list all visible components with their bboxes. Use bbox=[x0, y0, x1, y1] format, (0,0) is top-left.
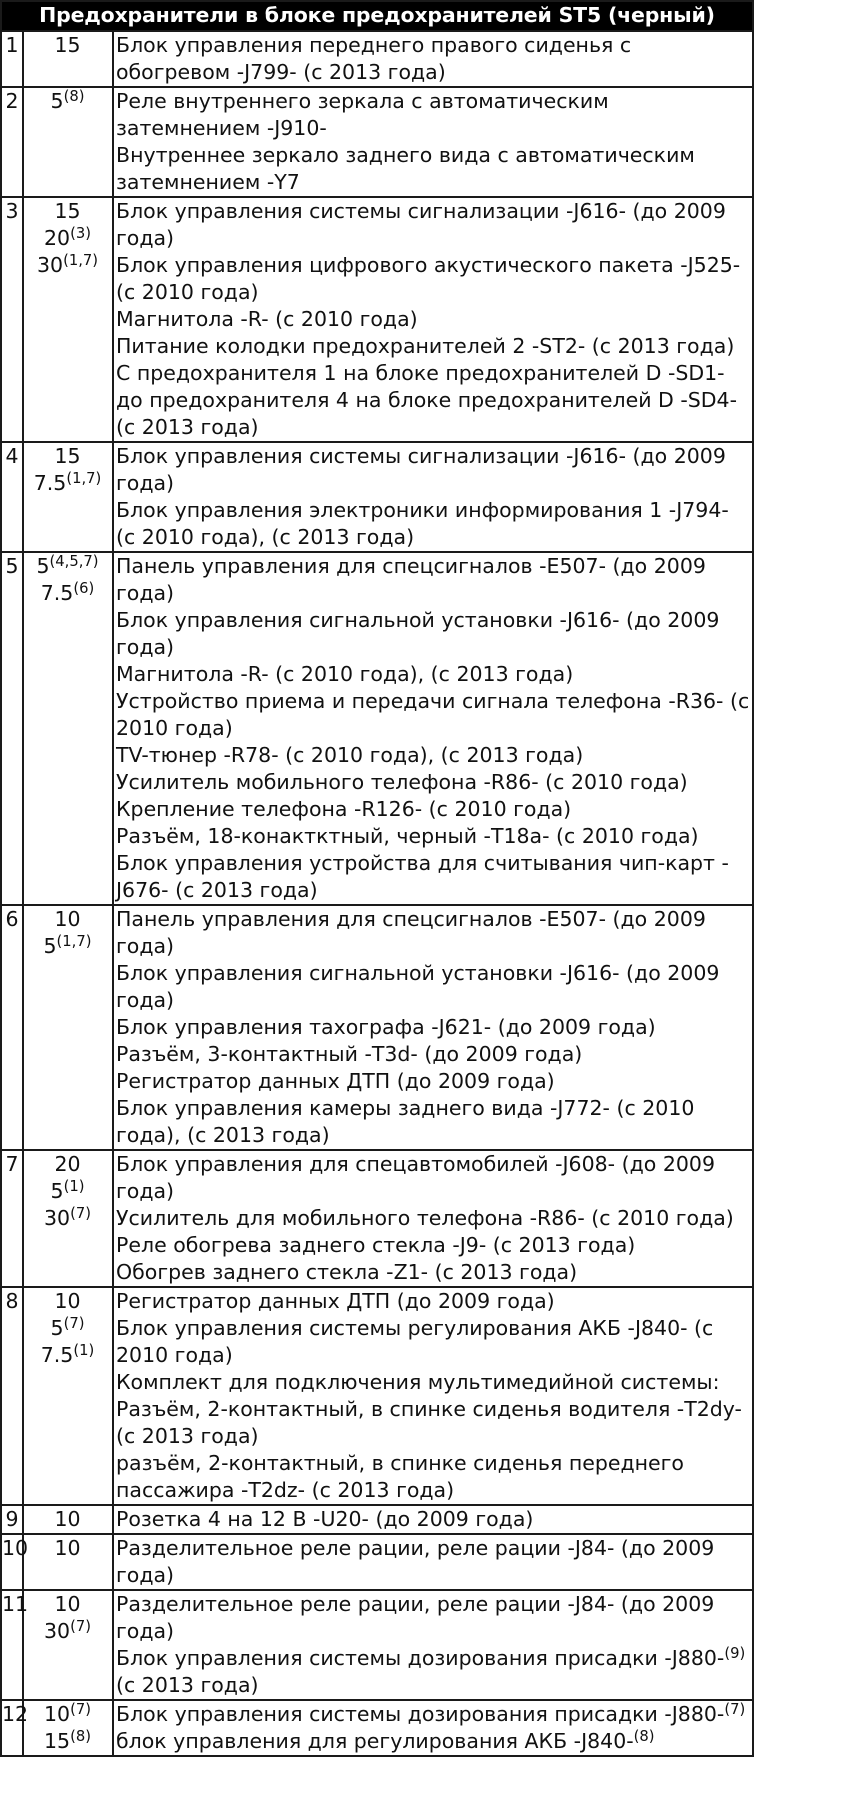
description-line bbox=[116, 1014, 750, 1041]
footnote-marker: (7) bbox=[63, 1315, 85, 1333]
fuse-number: 12 bbox=[1, 1700, 23, 1756]
description-text: Блок управления цифрового акустического пакета -J525- (с 2010 года) bbox=[116, 253, 741, 304]
description-text: Регистратор данных ДТП (до 2009 года) bbox=[116, 1289, 555, 1313]
table-row bbox=[1, 1590, 753, 1700]
description-line bbox=[116, 1095, 750, 1149]
description-line bbox=[116, 607, 750, 661]
description-text: TV-тюнер -R78- (с 2010 года), (с 2013 года) bbox=[116, 743, 584, 767]
amperage-number: 10 bbox=[54, 1536, 81, 1560]
fuse-table-body bbox=[1, 31, 753, 1756]
footnote-marker: (8) bbox=[63, 88, 85, 106]
description-text: Реле внутреннего зеркала с автоматическим затемнением -J910- bbox=[116, 89, 609, 140]
fuse-description-cell bbox=[113, 1287, 753, 1505]
fuse-number: 2 bbox=[1, 87, 23, 197]
description-line bbox=[116, 796, 750, 823]
fuse-number: 6 bbox=[1, 905, 23, 1150]
amperage-number: 15 bbox=[54, 33, 81, 57]
table-title: Предохранители в блоке предохранителей ST5 (черный) bbox=[1, 1, 753, 31]
amperage-number: 30 bbox=[36, 253, 64, 277]
table-row bbox=[1, 197, 753, 442]
fuse-number: 11 bbox=[1, 1590, 23, 1700]
footnote-marker: (7) bbox=[724, 1701, 746, 1719]
amperage-value bbox=[24, 225, 111, 252]
amperage-value bbox=[24, 1506, 111, 1533]
amperage-number: 5 bbox=[36, 554, 50, 578]
fuse-amperage-cell bbox=[23, 1150, 113, 1287]
description-line bbox=[116, 1288, 750, 1315]
table-row bbox=[1, 31, 753, 87]
footnote-marker: (8) bbox=[633, 1728, 655, 1746]
amperage-number: 5 bbox=[50, 1316, 64, 1340]
description-text: Магнитола -R- (с 2010 года), (с 2013 года) bbox=[116, 662, 574, 686]
footnote-marker: (3) bbox=[70, 225, 91, 243]
fuse-description-cell bbox=[113, 1534, 753, 1590]
description-line bbox=[116, 1151, 750, 1205]
fuse-description-cell bbox=[113, 1505, 753, 1534]
description-line bbox=[116, 1535, 750, 1589]
amperage-value bbox=[24, 1535, 111, 1562]
description-line bbox=[116, 1068, 750, 1095]
amperage-number: 20 bbox=[44, 226, 71, 250]
fuse-number: 1 bbox=[1, 31, 23, 87]
fuse-number: 3 bbox=[1, 197, 23, 442]
description-line bbox=[116, 198, 750, 252]
description-line bbox=[116, 252, 750, 306]
description-text: Крепление телефона -R126- (с 2010 года) bbox=[116, 797, 572, 821]
description-text: Блок управления системы регулирования АКБ -J840- (с 2010 года) bbox=[116, 1316, 714, 1367]
table-row bbox=[1, 905, 753, 1150]
description-line bbox=[116, 960, 750, 1014]
footnote-marker: (9) bbox=[724, 1645, 746, 1663]
amperage-value bbox=[24, 1342, 111, 1369]
description-text: Панель управления для спецсигналов -E507- (до 2009 года) bbox=[116, 554, 706, 605]
fuse-amperage-cell bbox=[23, 442, 113, 552]
amperage-number: 10 bbox=[54, 1289, 81, 1313]
amperage-value bbox=[24, 1618, 111, 1645]
fuse-amperage-cell bbox=[23, 197, 113, 442]
description-text: Усилитель мобильного телефона -R86- (с 2010 года) bbox=[116, 770, 688, 794]
fuse-amperage-cell bbox=[23, 31, 113, 87]
amperage-value bbox=[24, 32, 111, 59]
amperage-value bbox=[24, 1701, 111, 1728]
fuse-amperage-cell bbox=[23, 905, 113, 1150]
table-row bbox=[1, 442, 753, 552]
fuse-amperage-cell bbox=[23, 1287, 113, 1505]
amperage-value bbox=[24, 580, 111, 607]
table-row bbox=[1, 1287, 753, 1505]
footnote-marker: (1,7) bbox=[63, 252, 99, 270]
amperage-number: 7.5 bbox=[40, 1343, 74, 1367]
description-text: Блок управления переднего правого сиденья с обогревом -J799- (с 2013 года) bbox=[116, 33, 632, 84]
fuse-description-cell bbox=[113, 442, 753, 552]
description-line bbox=[116, 1259, 750, 1286]
amperage-value bbox=[24, 1178, 111, 1205]
fuse-number: 5 bbox=[1, 552, 23, 905]
description-line bbox=[116, 333, 750, 360]
table-row bbox=[1, 1505, 753, 1534]
description-text: Блок управления системы дозирования присадки -J880- bbox=[116, 1646, 725, 1670]
amperage-number: 7.5 bbox=[33, 471, 67, 495]
description-line bbox=[116, 360, 750, 441]
description-line bbox=[116, 1232, 750, 1259]
description-text: Устройство приема и передачи сигнала телефона -R36- (с 2010 года) bbox=[116, 689, 750, 740]
description-text: Блок управления системы сигнализации -J616- (до 2009 года) bbox=[116, 199, 726, 250]
description-line bbox=[116, 688, 750, 742]
description-text: Обогрев заднего стекла -Z1- (с 2013 года) bbox=[116, 1260, 578, 1284]
amperage-number: 15 bbox=[44, 1729, 71, 1753]
description-line bbox=[116, 306, 750, 333]
fuse-description-cell bbox=[113, 1150, 753, 1287]
fuse-amperage-cell bbox=[23, 1700, 113, 1756]
fuse-number: 7 bbox=[1, 1150, 23, 1287]
footnote-marker: (7) bbox=[70, 1618, 91, 1636]
fuse-description-cell bbox=[113, 87, 753, 197]
amperage-value bbox=[24, 252, 111, 279]
amperage-value bbox=[24, 906, 111, 933]
description-line bbox=[116, 1506, 750, 1533]
description-text: Реле обогрева заднего стекла -J9- (с 2013 года) bbox=[116, 1233, 636, 1257]
description-line bbox=[116, 1701, 750, 1728]
description-line bbox=[116, 1450, 750, 1504]
amperage-value bbox=[24, 198, 111, 225]
amperage-number: 10 bbox=[44, 1702, 71, 1726]
description-text: Разъём, 3-контактный -T3d- (до 2009 года) bbox=[116, 1042, 583, 1066]
amperage-value bbox=[24, 1591, 111, 1618]
amperage-value bbox=[24, 88, 111, 115]
fuse-description-cell bbox=[113, 31, 753, 87]
description-text: Блок управления сигнальной установки -J616- (до 2009 года) bbox=[116, 961, 720, 1012]
fuse-number: 4 bbox=[1, 442, 23, 552]
description-text: Блок управления для спецавтомобилей -J608- (до 2009 года) bbox=[116, 1152, 715, 1203]
amperage-value bbox=[24, 443, 111, 470]
fuse-amperage-cell bbox=[23, 552, 113, 905]
description-text: Блок управления тахографа -J621- (до 2009 года) bbox=[116, 1015, 656, 1039]
description-text: Блок управления электроники информирования 1 -J794- (с 2010 года), (с 2013 года) bbox=[116, 498, 729, 549]
description-text: Розетка 4 на 12 В -U20- (до 2009 года) bbox=[116, 1507, 534, 1531]
table-header-row bbox=[1, 1, 753, 31]
footnote-marker: (1,7) bbox=[66, 470, 102, 488]
fuse-amperage-cell bbox=[23, 1505, 113, 1534]
amperage-number: 7.5 bbox=[40, 581, 74, 605]
description-suffix: (с 2013 года) bbox=[116, 1673, 259, 1697]
table-row bbox=[1, 1534, 753, 1590]
description-text: Питание колодки предохранителей 2 -ST2- (с 2013 года) bbox=[116, 334, 735, 358]
footnote-marker: (1,7) bbox=[56, 933, 92, 951]
description-text: Разделительное реле рации, реле рации -J84- (до 2009 года) bbox=[116, 1592, 715, 1643]
description-text: Панель управления для спецсигналов -E507- (до 2009 года) bbox=[116, 907, 706, 958]
description-text: Разъём, 18-конактктный, черный -T18a- (с 2010 года) bbox=[116, 824, 699, 848]
description-text: блок управления для регулирования АКБ -J840- bbox=[116, 1729, 634, 1753]
description-line bbox=[116, 661, 750, 688]
description-line bbox=[116, 1728, 750, 1755]
description-line bbox=[116, 906, 750, 960]
footnote-marker: (7) bbox=[70, 1701, 91, 1719]
amperage-number: 5 bbox=[50, 1179, 64, 1203]
amperage-number: 5 bbox=[50, 89, 64, 113]
fuse-description-cell bbox=[113, 197, 753, 442]
fuse-description-cell bbox=[113, 1590, 753, 1700]
description-line bbox=[116, 32, 750, 86]
description-text: Внутреннее зеркало заднего вида с автоматическим затемнением -Y7 bbox=[116, 143, 695, 194]
description-line bbox=[116, 1396, 750, 1450]
amperage-number: 15 bbox=[54, 199, 81, 223]
description-text: Блок управления устройства для считывания чип-карт -J676- (с 2013 года) bbox=[116, 851, 729, 902]
footnote-marker: (7) bbox=[70, 1205, 91, 1223]
fuse-number: 9 bbox=[1, 1505, 23, 1534]
fuse-number: 10 bbox=[1, 1534, 23, 1590]
description-text: Блок управления сигнальной установки -J616- (до 2009 года) bbox=[116, 608, 720, 659]
description-text: Блок управления системы дозирования присадки -J880- bbox=[116, 1702, 725, 1726]
footnote-marker: (1) bbox=[63, 1178, 85, 1196]
amperage-value bbox=[24, 1728, 111, 1755]
description-text: Регистратор данных ДТП (до 2009 года) bbox=[116, 1069, 555, 1093]
amperage-value bbox=[24, 1151, 111, 1178]
table-row bbox=[1, 1700, 753, 1756]
footnote-marker: (8) bbox=[70, 1728, 91, 1746]
amperage-number: 30 bbox=[44, 1619, 71, 1643]
fuse-amperage-cell bbox=[23, 1534, 113, 1590]
amperage-number: 10 bbox=[54, 1592, 81, 1616]
description-line bbox=[116, 142, 750, 196]
fuse-amperage-cell bbox=[23, 1590, 113, 1700]
description-line bbox=[116, 769, 750, 796]
amperage-value bbox=[24, 470, 111, 497]
fuse-number: 8 bbox=[1, 1287, 23, 1505]
amperage-value bbox=[24, 1288, 111, 1315]
description-line bbox=[116, 823, 750, 850]
description-line bbox=[116, 1315, 750, 1369]
amperage-value bbox=[24, 933, 111, 960]
amperage-value bbox=[24, 553, 111, 580]
description-line bbox=[116, 850, 750, 904]
description-text: Разделительное реле рации, реле рации -J84- (до 2009 года) bbox=[116, 1536, 715, 1587]
table-row bbox=[1, 87, 753, 197]
description-line bbox=[116, 443, 750, 497]
fuse-description-cell bbox=[113, 1700, 753, 1756]
amperage-value bbox=[24, 1205, 111, 1232]
footnote-marker: (1) bbox=[73, 1342, 95, 1360]
fuse-amperage-cell bbox=[23, 87, 113, 197]
description-text: Разъём, 2-контактный, в спинке сиденья водителя -T2dy- (с 2013 года) bbox=[116, 1397, 742, 1448]
description-line bbox=[116, 553, 750, 607]
description-text: С предохранителя 1 на блоке предохранителей D -SD1- до предохранителя 4 на блоке предохранителей D -SD4- (с 2013 года) bbox=[116, 361, 737, 439]
description-line bbox=[116, 1041, 750, 1068]
description-text: Магнитола -R- (с 2010 года) bbox=[116, 307, 418, 331]
description-text: Усилитель для мобильного телефона -R86- (с 2010 года) bbox=[116, 1206, 734, 1230]
fuse-description-cell bbox=[113, 905, 753, 1150]
description-line bbox=[116, 742, 750, 769]
description-line bbox=[116, 497, 750, 551]
amperage-number: 5 bbox=[43, 934, 57, 958]
description-line bbox=[116, 88, 750, 142]
description-text: Комплект для подключения мультимедийной системы: bbox=[116, 1370, 720, 1394]
description-line bbox=[116, 1591, 750, 1645]
description-line bbox=[116, 1369, 750, 1396]
amperage-number: 10 bbox=[54, 1507, 81, 1531]
amperage-value bbox=[24, 1315, 111, 1342]
amperage-number: 20 bbox=[54, 1152, 81, 1176]
description-line bbox=[116, 1205, 750, 1232]
description-text: Блок управления системы сигнализации -J616- (до 2009 года) bbox=[116, 444, 726, 495]
table-row bbox=[1, 552, 753, 905]
footnote-marker: (4,5,7) bbox=[49, 553, 99, 571]
fuse-description-cell bbox=[113, 552, 753, 905]
amperage-number: 10 bbox=[54, 907, 81, 931]
footnote-marker: (6) bbox=[73, 580, 95, 598]
amperage-number: 15 bbox=[54, 444, 81, 468]
amperage-number: 30 bbox=[44, 1206, 71, 1230]
description-line bbox=[116, 1645, 750, 1699]
description-text: Блок управления камеры заднего вида -J772- (с 2010 года), (с 2013 года) bbox=[116, 1096, 695, 1147]
table-row bbox=[1, 1150, 753, 1287]
description-text: разъём, 2-контактный, в спинке сиденья переднего пассажира -T2dz- (с 2013 года) bbox=[116, 1451, 684, 1502]
